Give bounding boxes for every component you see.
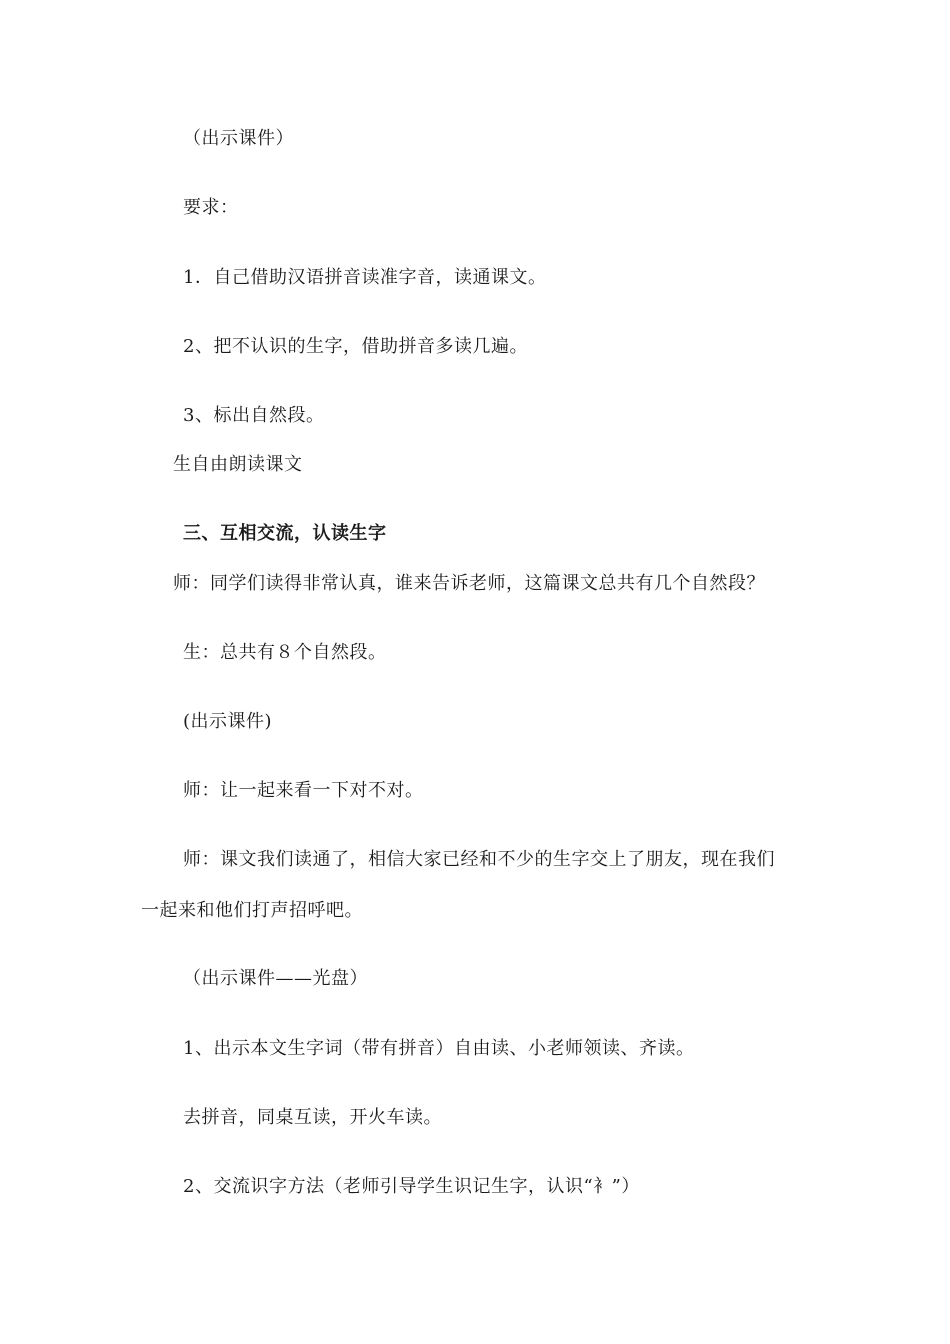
paragraph: 2、交流识字方法（老师引导学生识记生字，认识“衤”）	[183, 1176, 640, 1197]
paragraph: （出示课件）	[183, 128, 294, 149]
section-heading: 三、互相交流，认读生字	[183, 523, 387, 544]
paragraph: 师：让一起来看一下对不对。	[183, 780, 424, 801]
paragraph: 生自由朗读课文	[173, 454, 303, 475]
paragraph: (出示课件)	[183, 711, 273, 732]
paragraph: 1、出示本文生字词（带有拼音）自由读、小老师领读、齐读。	[183, 1038, 695, 1059]
paragraph: 2、把不认识的生字，借助拼音多读几遍。	[183, 336, 528, 357]
paragraph: 3、标出自然段。	[183, 405, 325, 426]
paragraph: 去拼音，同桌互读，开火车读。	[183, 1107, 442, 1128]
paragraph: 要求：	[183, 197, 239, 218]
paragraph: 师：课文我们读通了，相信大家已经和不少的生字交上了朋友，现在我们	[183, 849, 775, 870]
paragraph: 1．自己借助汉语拼音读准字音，读通课文。	[183, 267, 547, 288]
paragraph: 一起来和他们打声招呼吧。	[141, 900, 363, 921]
paragraph: 生：总共有８个自然段。	[183, 642, 387, 663]
paragraph: （出示课件——光盘）	[183, 968, 368, 989]
paragraph: 师：同学们读得非常认真，谁来告诉老师，这篇课文总共有几个自然段？	[173, 573, 765, 594]
